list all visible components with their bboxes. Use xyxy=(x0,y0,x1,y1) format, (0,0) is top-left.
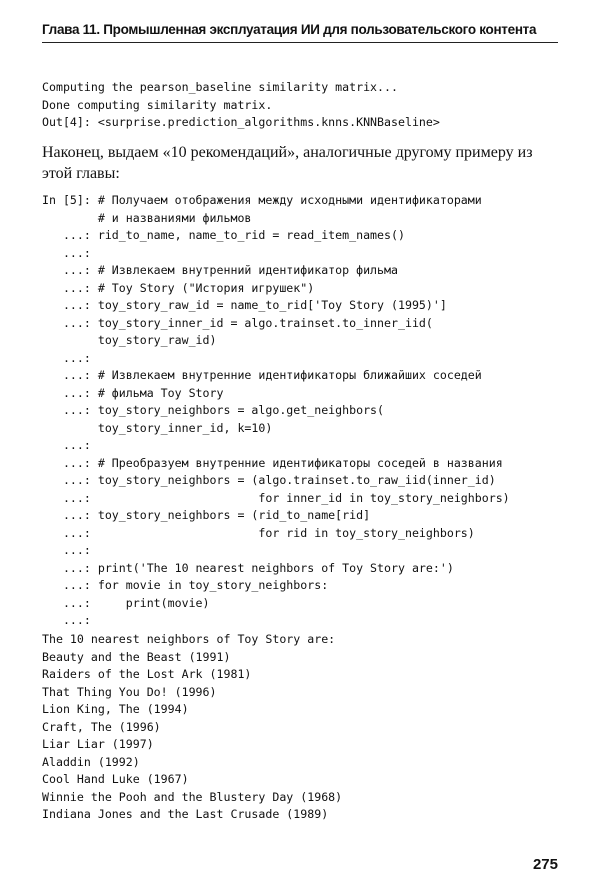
code-line: ...: for movie in toy_story_neighbors: xyxy=(42,578,329,592)
code-line: ...: # фильма Toy Story xyxy=(42,385,224,400)
code-line: ...: toy_story_inner_id = algo.trainset.to_inner_iid( xyxy=(42,315,433,330)
code-line: ...: rid_to_name, name_to_rid = read_item_names() xyxy=(42,228,405,242)
code-line: ...: # Извлекаем внутренние идентификаторы ближайших соседей xyxy=(42,368,482,382)
code-line: ...: xyxy=(42,543,91,557)
code-line: ...: toy_story_raw_id = name_to_rid['Toy Story (1995)'] xyxy=(42,298,447,312)
code-line: Cool Hand Luke (1967) xyxy=(42,772,189,786)
code-line: Beauty and the Beast (1991) xyxy=(42,649,231,664)
code-line: # и названиями фильмов xyxy=(42,210,252,225)
code-line: ...: for inner_id in toy_story_neighbors) xyxy=(42,490,510,505)
code-input-block xyxy=(42,192,510,630)
code-line: Aladdin (1992) xyxy=(42,754,140,769)
code-result-block xyxy=(42,631,342,824)
code-line: Winnie the Pooh and the Blustery Day (1968) xyxy=(42,789,343,804)
code-line: ...: toy_story_neighbors = algo.get_neighbors( xyxy=(42,403,385,417)
code-line: That Thing You Do! (1996) xyxy=(42,684,217,699)
code-line: ...: toy_story_neighbors = (algo.trainset.to_raw_iid(inner_id) xyxy=(42,473,496,487)
code-line: ...: # Преобразуем внутренние идентификаторы соседей в названия xyxy=(42,455,503,470)
code-line: ...: for rid in toy_story_neighbors) xyxy=(42,525,475,540)
code-line: Out[4]: <surprise.prediction_algorithms.knns.KNNBaseline> xyxy=(42,115,440,129)
code-line: Raiders of the Lost Ark (1981) xyxy=(42,667,252,681)
code-line: Craft, The (1996) xyxy=(42,719,161,734)
code-line: ...: print('The 10 nearest neighbors of Toy Story are:') xyxy=(42,560,454,575)
code-line: ...: xyxy=(42,245,91,260)
code-line: ...: # Toy Story ("История игрушек") xyxy=(42,280,315,295)
code-line: ...: print(movie) xyxy=(42,595,210,610)
code-line: Lion King, The (1994) xyxy=(42,702,189,716)
body-paragraph: Наконец, выдаем «10 рекомендаций», аналогичные другому примеру из этой главы: xyxy=(42,144,533,182)
code-line: Computing the pearson_baseline similarity matrix... xyxy=(42,80,398,94)
code-line: In [5]: # Получаем отображения между исходными идентификаторами xyxy=(42,193,482,207)
code-line: Indiana Jones and the Last Crusade (1989) xyxy=(42,807,329,821)
code-line: ...: # Извлекаем внутренний идентификатор фильма xyxy=(42,263,398,277)
running-head: Глава 11. Промышленная эксплуатация ИИ для пользовательского контента xyxy=(42,22,558,43)
code-line: Done computing similarity matrix. xyxy=(42,97,273,112)
code-line: ...: xyxy=(42,613,91,627)
code-output-block xyxy=(42,79,440,132)
code-line: ...: xyxy=(42,350,91,365)
code-line: Liar Liar (1997) xyxy=(42,737,154,751)
code-line: toy_story_inner_id, k=10) xyxy=(42,420,273,435)
page-number: 275 xyxy=(532,856,558,873)
code-line: The 10 nearest neighbors of Toy Story are: xyxy=(42,632,336,646)
code-line: ...: toy_story_neighbors = (rid_to_name[rid] xyxy=(42,508,371,522)
code-line: ...: xyxy=(42,438,91,452)
code-line: toy_story_raw_id) xyxy=(42,333,217,347)
